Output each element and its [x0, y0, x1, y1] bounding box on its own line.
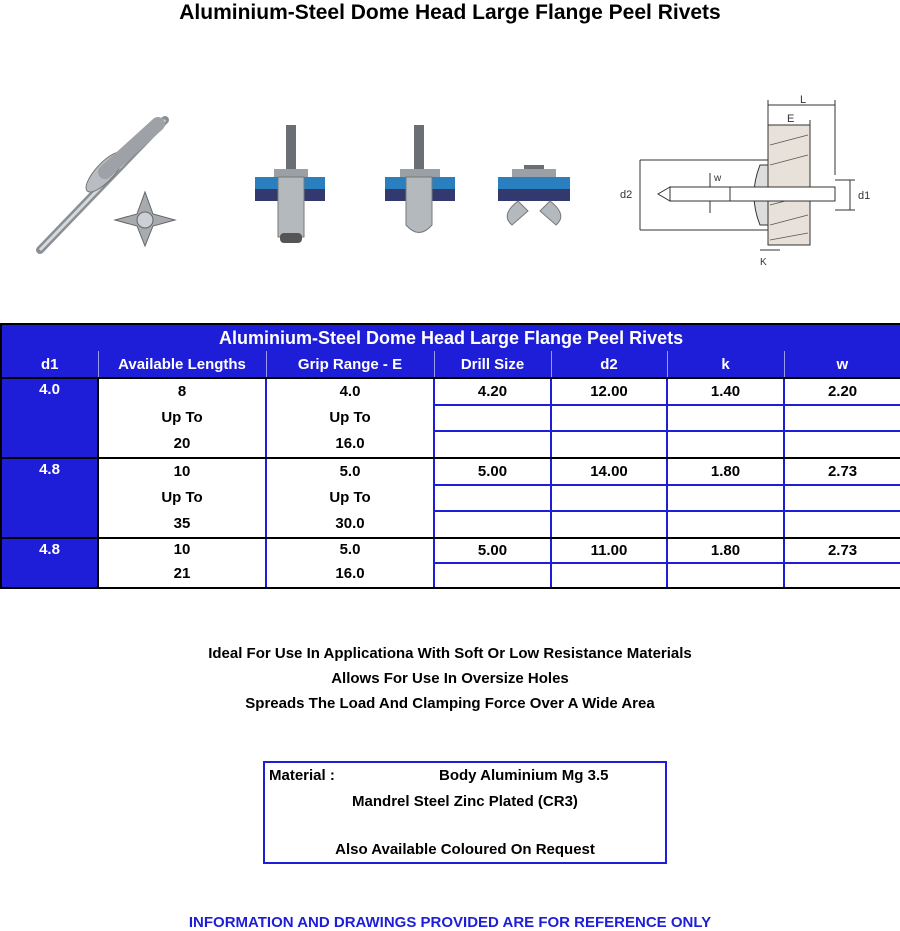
drill-cell: 5.00 [434, 538, 551, 563]
l-label: L [800, 95, 807, 106]
length-cell: 10 [98, 458, 266, 485]
empty-cell [551, 431, 667, 458]
grip-cell: 5.0 [266, 538, 434, 563]
col-header-grip: Grip Range - E [266, 351, 434, 378]
empty-cell [551, 511, 667, 538]
d1-cell: 4.8 [1, 458, 98, 538]
material-body: Body Aluminium Mg 3.5 [439, 767, 609, 784]
w-label: w [714, 173, 722, 184]
col-header-k: k [667, 351, 784, 378]
k-cell: 1.40 [667, 378, 784, 405]
table-row [1, 378, 900, 405]
material-box [263, 761, 667, 864]
spec-table [0, 323, 900, 589]
table-row [1, 405, 900, 431]
empty-cell [434, 563, 551, 588]
d1-label: d1 [858, 190, 871, 202]
dimension-drawing [610, 95, 890, 275]
feature-item: Ideal For Use In Applicationa With Soft Or Low Resistance Materials [208, 645, 692, 662]
rivet-photo [30, 110, 190, 260]
k-cell: 1.80 [667, 458, 784, 485]
w-cell: 2.73 [784, 458, 900, 485]
col-header-d1: d1 [1, 351, 98, 378]
drill-cell: 4.20 [434, 378, 551, 405]
disclaimer: INFORMATION AND DRAWINGS PROVIDED ARE FOR REFERENCE ONLY [188, 914, 712, 931]
drill-cell: 5.00 [434, 458, 551, 485]
empty-cell [667, 431, 784, 458]
empty-cell [434, 431, 551, 458]
empty-cell [784, 405, 900, 431]
length-cell: 35 [98, 511, 266, 538]
empty-cell [784, 485, 900, 511]
material-coloured-note: Also Available Coloured On Request [335, 841, 595, 858]
e-label: E [787, 113, 795, 125]
col-header-d2: d2 [551, 351, 667, 378]
table-row [1, 431, 900, 458]
feature-item: Allows For Use In Oversize Holes [331, 670, 569, 687]
length-cell: Up To [98, 405, 266, 431]
w-cell: 2.20 [784, 378, 900, 405]
w-cell: 2.73 [784, 538, 900, 563]
empty-cell [434, 405, 551, 431]
grip-cell: 5.0 [266, 458, 434, 485]
table-header-row [1, 351, 900, 378]
grip-cell: 30.0 [266, 511, 434, 538]
table-title: Aluminium-Steel Dome Head Large Flange Peel Rivets [1, 324, 900, 351]
length-cell: 10 [98, 538, 266, 563]
length-cell: 21 [98, 563, 266, 588]
grip-cell: 16.0 [266, 563, 434, 588]
d1-cell: 4.0 [1, 378, 98, 458]
d2-cell: 11.00 [551, 538, 667, 563]
empty-cell [784, 563, 900, 588]
material-mandrel: Mandrel Steel Zinc Plated (CR3) [352, 793, 578, 810]
grip-cell: 16.0 [266, 431, 434, 458]
length-cell: Up To [98, 485, 266, 511]
d2-label: d2 [620, 189, 633, 201]
grip-cell: Up To [266, 485, 434, 511]
col-header-w: w [784, 351, 900, 378]
k-label: K [760, 257, 767, 268]
installation-stages [250, 125, 580, 255]
empty-cell [551, 405, 667, 431]
empty-cell [784, 511, 900, 538]
table-row [1, 485, 900, 511]
d1-cell: 4.8 [1, 538, 98, 588]
empty-cell [784, 431, 900, 458]
empty-cell [434, 511, 551, 538]
feature-list [0, 641, 900, 716]
length-cell: 8 [98, 378, 266, 405]
product-figures [0, 95, 900, 275]
d2-cell: 14.00 [551, 458, 667, 485]
empty-cell [667, 511, 784, 538]
empty-cell [667, 405, 784, 431]
grip-cell: 4.0 [266, 378, 434, 405]
table-row [1, 511, 900, 538]
d2-cell: 12.00 [551, 378, 667, 405]
material-label: Material : [269, 767, 335, 784]
table-row [1, 458, 900, 485]
empty-cell [667, 563, 784, 588]
page-title: Aluminium-Steel Dome Head Large Flange Peel Rivets [179, 1, 721, 24]
empty-cell [434, 485, 551, 511]
table-row [1, 538, 900, 563]
col-header-drill: Drill Size [434, 351, 551, 378]
length-cell: 20 [98, 431, 266, 458]
grip-cell: Up To [266, 405, 434, 431]
feature-item: Spreads The Load And Clamping Force Over A Wide Area [245, 695, 655, 712]
table-row [1, 563, 900, 588]
col-header-lengths: Available Lengths [98, 351, 266, 378]
empty-cell [551, 563, 667, 588]
empty-cell [551, 485, 667, 511]
empty-cell [667, 485, 784, 511]
k-cell: 1.80 [667, 538, 784, 563]
